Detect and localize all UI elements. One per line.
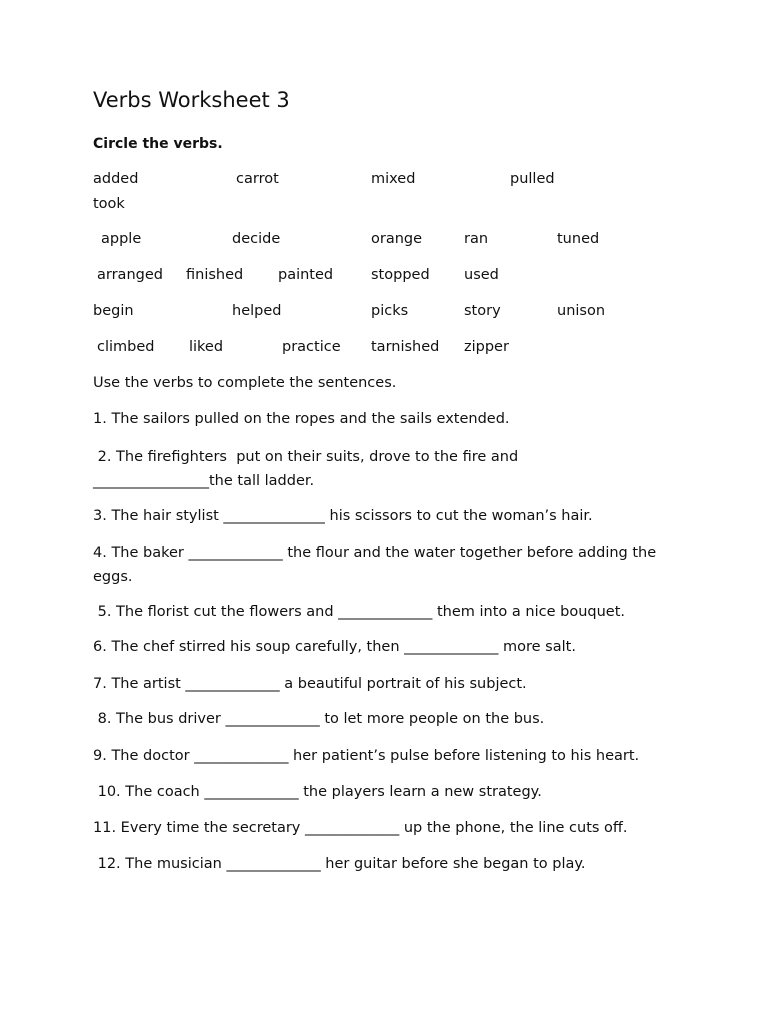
page-title: Verbs Worksheet 3 xyxy=(93,88,290,112)
word-item: mixed xyxy=(371,171,416,187)
sentence-4: 4. The baker _____________ the flour and the water together before adding the eggs. xyxy=(93,545,657,585)
instruction-complete: Use the verbs to complete the sentences. xyxy=(93,375,397,391)
word-item: tarnished xyxy=(371,339,440,355)
word-item: decide xyxy=(232,231,281,247)
word-item: climbed xyxy=(97,339,155,355)
word-item: story xyxy=(464,303,501,319)
sentence-10: 10. The coach _____________ the players learn a new strategy. xyxy=(93,784,542,800)
word-item: stopped xyxy=(371,267,430,283)
word-item: finished xyxy=(186,267,244,283)
word-item: pulled xyxy=(510,171,555,187)
word-item: helped xyxy=(232,303,282,319)
sentence-6: 6. The chef stirred his soup carefully, then _____________ more salt. xyxy=(93,639,576,655)
word-item: tuned xyxy=(557,231,600,247)
sentence-9: 9. The doctor _____________ her patient’s pulse before listening to his heart. xyxy=(93,748,640,764)
sentence-5: 5. The florist cut the flowers and _____________ them into a nice bouquet. xyxy=(93,604,625,620)
word-item: took xyxy=(93,196,125,212)
word-item: painted xyxy=(278,267,334,283)
word-item: ran xyxy=(464,231,489,247)
word-item: liked xyxy=(189,339,224,355)
sentence-8: 8. The bus driver _____________ to let more people on the bus. xyxy=(93,711,545,727)
word-item: practice xyxy=(282,339,341,355)
word-item: arranged xyxy=(97,267,163,283)
word-item: added xyxy=(93,171,139,187)
word-item: picks xyxy=(371,303,409,319)
word-item: begin xyxy=(93,303,134,319)
sentence-7: 7. The artist _____________ a beautiful portrait of his subject. xyxy=(93,676,527,692)
word-item: carrot xyxy=(236,171,279,187)
sentence-2: 2. The firefighters put on their suits, drove to the fire and ________________the tall ladder. xyxy=(93,449,523,489)
instruction-circle: Circle the verbs. xyxy=(93,136,223,152)
word-item: zipper xyxy=(464,339,509,355)
word-item: used xyxy=(464,267,499,283)
sentence-12: 12. The musician _____________ her guitar before she began to play. xyxy=(93,856,586,872)
sentence-1: 1. The sailors pulled on the ropes and the sails extended. xyxy=(93,411,510,427)
word-item: unison xyxy=(557,303,606,319)
sentence-11: 11. Every time the secretary _____________ up the phone, the line cuts off. xyxy=(93,820,628,836)
sentence-3: 3. The hair stylist ______________ his scissors to cut the woman’s hair. xyxy=(93,508,593,524)
word-item: orange xyxy=(371,231,423,247)
word-item: apple xyxy=(101,231,142,247)
